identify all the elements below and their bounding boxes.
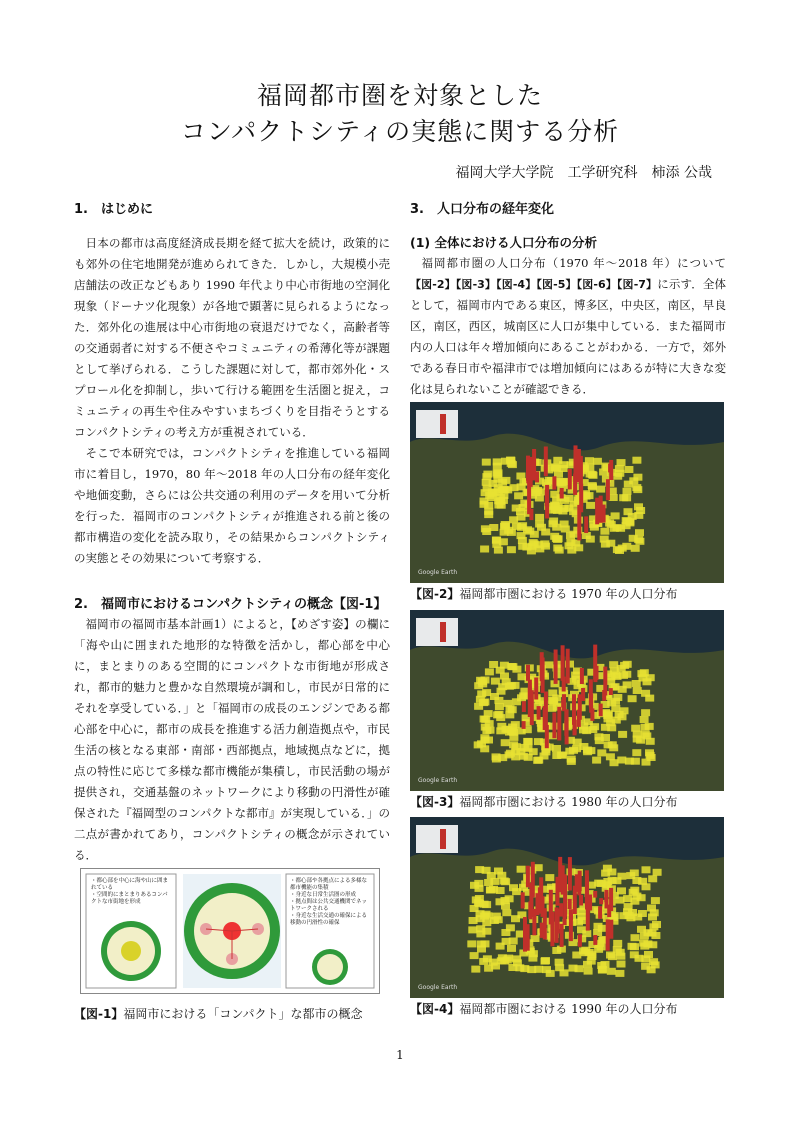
paper-title-line2: コンパクトシティの実態に関する分析 (180, 117, 620, 146)
figure2-caption-text: 福岡都市圏における 1970 年の人口分布 (459, 587, 678, 601)
figure2-caption (410, 585, 678, 602)
figure1-caption (74, 1005, 363, 1022)
figure1-caption-tag: 【図-1】 (74, 1007, 124, 1021)
section2-heading: 2. 福岡市におけるコンパクトシティの概念【図-1】 (74, 597, 387, 612)
left-column (74, 198, 390, 866)
figure4-caption-text: 福岡都市圏における 1990 年の人口分布 (459, 1002, 678, 1016)
right-column (410, 198, 726, 400)
figure3-caption (410, 793, 678, 810)
figure1-right-text: ・都心部や各拠点による多様な都市機能の集積 ・身近な日常生活圏の形成 ・拠点間は公共交通機関でネットワークされる ・身近な生活交通の確保による移動の円滑性の確保 (290, 878, 368, 926)
section3-heading: 3. 人口分布の経年変化 (410, 202, 554, 217)
section2-paragraph1: 福岡市の福岡市基本計画1）によると，【めざす姿】の欄に「海や山に囲まれた地形的な特徴を活かし，都心部を中心に，まとまりのある空間的にコンパクトな市街地が形成され，都市的魅力と豊かな自然環境が調和し，市民が日常的にそれを享受している．」と「福岡市の成長のエンジンである都心部を中心に，都市の成長を推進する活力創造拠点や，市民生活の核となる東部・南部・西部拠点，地域拠点などに，拠点の特性に応じて多様な都市機能が集積し，市民活動の場が提供され，交通基盤のネットワークにより移動の円滑性が確保された『福岡型のコンパクトな都市』が実現している．」の二点が書かれてあり，コンパクトシティの概念が示されている． (74, 617, 390, 862)
author-line: 福岡大学大学院 工学研究科 柿添 公哉 (455, 165, 712, 181)
figure3-map (410, 610, 724, 791)
page-number: 1 (396, 1048, 404, 1062)
section1-heading: 1. はじめに (74, 202, 153, 217)
section3-figure-refs: 【図-2】【図-3】【図-4】【図-5】【図-6】【図-7】 (410, 278, 658, 291)
paper-title-line1: 福岡都市圏を対象とした (256, 81, 543, 110)
figure3-caption-tag: 【図-3】 (410, 795, 460, 809)
figure4-map (410, 817, 724, 998)
section3-subheading: (1) 全体における人口分布の分析 (410, 235, 597, 250)
map-watermark: Google Earth (418, 777, 458, 784)
map-watermark: Google Earth (418, 569, 458, 576)
figure2-caption-tag: 【図-2】 (410, 587, 460, 601)
figure1-left-text: ・都心部を中心に海や山に囲まれている ・空間的にまとまりあるコンパクトな市街地を形成 (91, 878, 169, 905)
section3-paragraph1-b: に示す．全体として，福岡市内である東区，博多区，中央区，南区，早良区，南区，西区，城南区に人口が集中している．また福岡市内の人口は年々増加傾向にあることがわかる．一方で，郊外である春日市や福津市では増加傾向にはあるが特に大きな変化は見られないことが確認できる． (410, 277, 726, 396)
section1-paragraph1: 日本の都市は高度経済成長期を経て拡大を続け，政策的にも郊外の住宅地開発が進められてきた．しかし，大規模小売店舗法の改正などもあり 1990 年代より中心市街地の空洞化現象（ドーナツ化現象）が各地で顕著に見られるようになった．郊外化の進展は中心市街地の衰退だけでなく，高齢者等の交通弱者に対する不便さやコミュニティの希薄化等が課題として挙げられる．こうした課題に対して，都市郊外化・スプロール化を抑制し，歩いて行ける範囲を生活圏と捉え，コミュニティの再生や住みやすいまちづくりを目指そうとするコンパクトシティの考え方が重視されている． (74, 236, 390, 439)
section1-paragraph2: そこで本研究では，コンパクトシティを推進している福岡市に着目し，1970，80 年〜2018 年の人口分布の経年変化や地価変動，さらには公共交通の利用のデータを用いて分析を行った．福岡市のコンパクトシティが推進される前と後の都市構造の変化を読み取り，その結果からコンパクトシティの実態とその効果について考察する． (74, 446, 390, 565)
section3-paragraph1 (410, 253, 726, 400)
figure3-caption-text: 福岡都市圏における 1980 年の人口分布 (459, 795, 678, 809)
figure4-caption (410, 1000, 678, 1017)
map-watermark: Google Earth (418, 984, 458, 991)
figure2-map (410, 402, 724, 583)
section3-paragraph1-a: 福岡都市圏の人口分布（1970 年〜2018 年）について (421, 256, 726, 270)
figure1-caption-text: 福岡市における「コンパクト」な都市の概念 (123, 1007, 363, 1021)
figure1-diagram (80, 868, 380, 994)
figure4-caption-tag: 【図-4】 (410, 1002, 460, 1016)
